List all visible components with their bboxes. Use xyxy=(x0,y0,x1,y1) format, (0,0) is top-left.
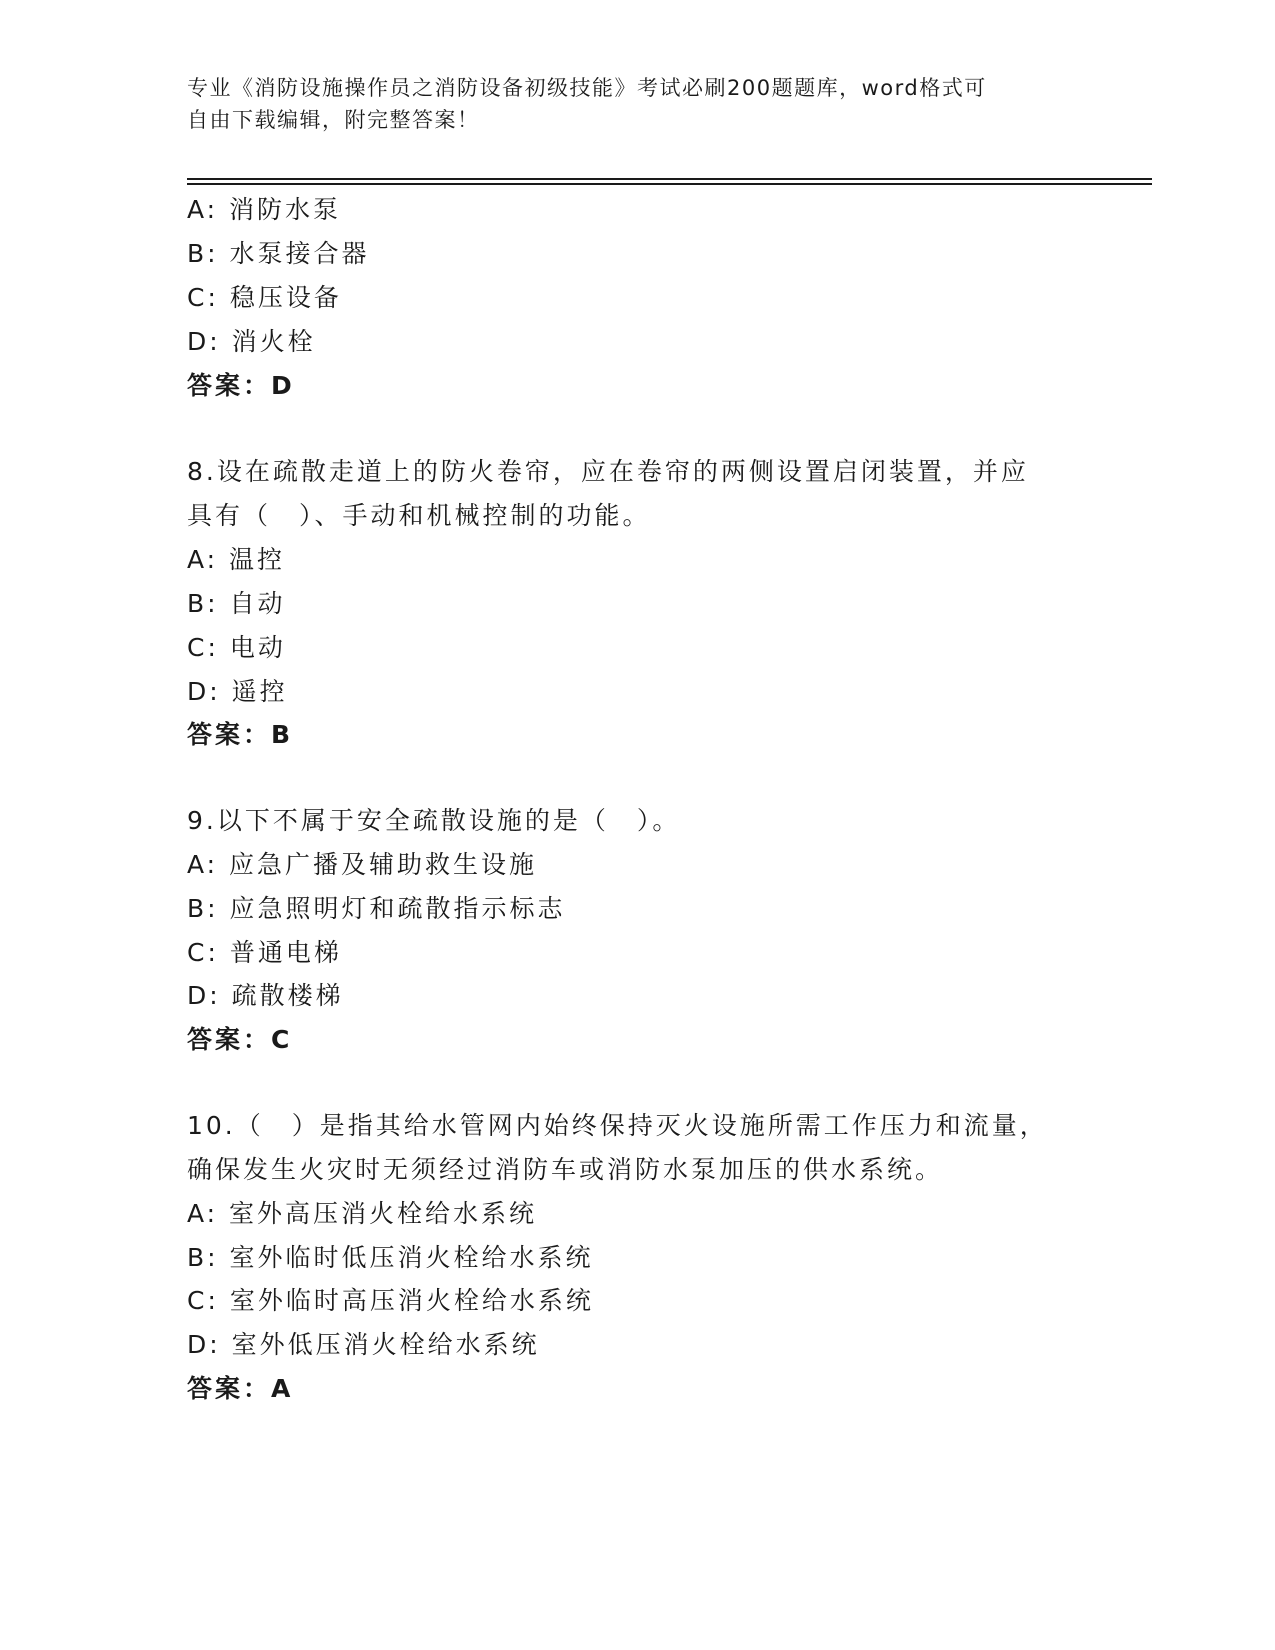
header-divider-bottom xyxy=(187,183,1152,185)
q10-option-c: C: 室外临时高压消火栓给水系统 xyxy=(187,1286,594,1315)
q8-answer: 答案：B xyxy=(187,720,294,749)
header-line-1: 专业《消防设施操作员之消防设备初级技能》考试必刷200题题库，word格式可 xyxy=(187,76,987,100)
q7-option-c: C: 稳压设备 xyxy=(187,283,342,312)
q7-option-d: D: 消火栓 xyxy=(187,327,316,356)
q10-option-d: D: 室外低压消火栓给水系统 xyxy=(187,1330,540,1359)
header-divider-top xyxy=(187,178,1152,180)
q8-stem-line-2: 具有（ ）、手动和机械控制的功能。 xyxy=(187,501,651,530)
header-line-2: 自由下载编辑，附完整答案！ xyxy=(187,108,480,132)
q7-option-a: A: 消防水泵 xyxy=(187,195,342,224)
q8-option-c: C: 电动 xyxy=(187,633,286,662)
q10-stem-line-1: 10.（ ）是指其给水管网内始终保持灭火设施所需工作压力和流量， xyxy=(187,1111,1048,1140)
q9-option-d: D: 疏散楼梯 xyxy=(187,981,344,1010)
q10-option-b: B: 室外临时低压消火栓给水系统 xyxy=(187,1243,594,1272)
q10-answer: 答案：A xyxy=(187,1374,294,1403)
q9-option-b: B: 应急照明灯和疏散指示标志 xyxy=(187,894,566,923)
q10-stem-line-2: 确保发生火灾时无须经过消防车或消防水泵加压的供水系统。 xyxy=(187,1155,944,1184)
document-header xyxy=(187,72,1067,136)
q8-stem-line-1: 8.设在疏散走道上的防火卷帘，应在卷帘的两侧设置启闭装置，并应 xyxy=(187,457,1029,486)
q8-option-d: D: 遥控 xyxy=(187,677,288,706)
q9-stem-line-1: 9.以下不属于安全疏散设施的是（ ）。 xyxy=(187,806,681,835)
q9-option-c: C: 普通电梯 xyxy=(187,938,342,967)
q9-answer: 答案：C xyxy=(187,1025,293,1054)
q7-answer: 答案：D xyxy=(187,371,295,400)
q8-option-a: A: 温控 xyxy=(187,545,286,574)
q10-option-a: A: 室外高压消火栓给水系统 xyxy=(187,1199,538,1228)
q8-option-b: B: 自动 xyxy=(187,589,286,618)
q7-option-b: B: 水泵接合器 xyxy=(187,239,370,268)
q9-option-a: A: 应急广播及辅助救生设施 xyxy=(187,850,538,879)
